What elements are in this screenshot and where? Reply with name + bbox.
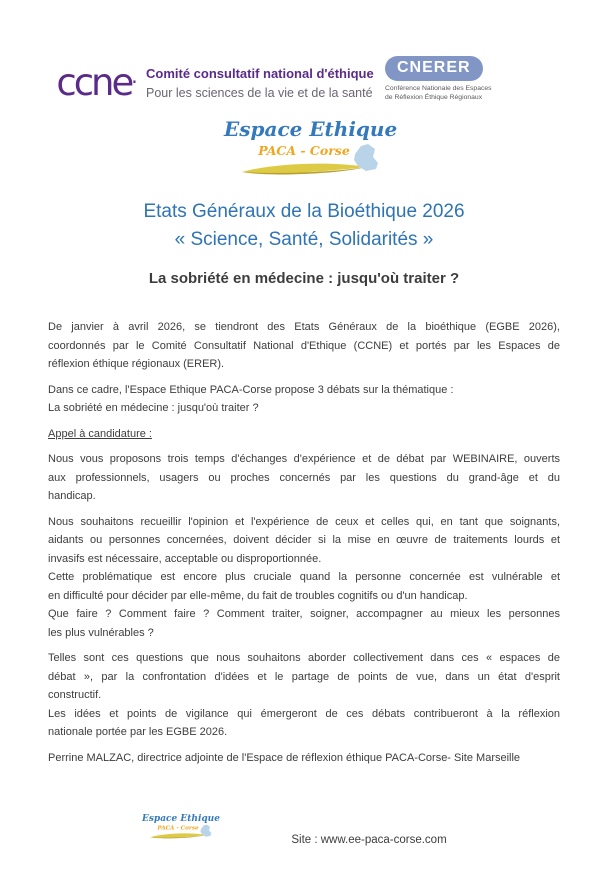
body-line: handicap. [48,490,96,502]
signature-line [48,749,560,768]
cnerer-subtitle-line1: Conférence Nationale des Espaces [385,85,492,92]
page-title [0,198,608,254]
paragraph [48,649,560,742]
ccne-dot-icon: · [131,70,138,94]
espace-ethique-name: Espace Ethique [224,117,398,141]
ccne-logo [56,52,374,113]
body-line: Que faire ? Comment faire ? Comment traiter, soigner, accompagner au mieux les personnes [48,608,560,620]
paragraph [48,381,560,418]
body-line: Telles sont ces questions que nous souhaitons aborder collectivement dans ces « espaces de [48,652,560,664]
espace-ethique-logo [224,116,398,181]
espace-ethique-region: PACA - Corse [157,824,199,831]
body-line: Les idées et points de vigilance qui émergeront de ces débats contribueront à la réflexion [48,707,560,720]
body-line: De janvier à avril 2026, se tiendront des Etats Généraux de la bioéthique (EGBE 2026), [48,321,560,333]
page-subtitle: La sobriété en médecine : jusqu'où traiter ? [148,270,460,287]
body-line: les plus vulnérables ? [48,626,154,639]
body-line: réflexion éthique régionaux (ERER). [48,358,225,370]
paragraph [48,318,560,374]
cnerer-subtitle-line2: de Réflexion Éthique Régionaux [385,93,483,101]
paragraph [48,513,560,643]
paca-region-map-icon [352,142,382,179]
paragraph [48,425,560,444]
body-line: Nous souhaitons recueillir l'opinion et l'expérience de ceux et celles qui, en tant que soignants, [48,515,560,528]
ccne-subtitle: Pour les sciences de la vie et de la santé [146,86,373,100]
body-line: Cette problématique est encore plus cruciale quand la personne concernée est vulnérable et [48,571,560,583]
ccne-wordmark-icon: ccne· [56,61,138,104]
site-url: Site : www.ee-paca-corse.com [291,834,447,846]
body-line: nationale portée par les EGBE 2026. [48,726,228,738]
cnerer-logo [385,56,515,102]
ccne-title: Comité consultatif national d'éthique [146,66,374,81]
body-line: débat », par la confrontation d'idées et le partage de points de vue, dans un état d'esprit [48,670,560,683]
body-line: Nous vous proposons trois temps d'échanges d'expérience et de débat par WEBINAIRE, ouverts [48,453,560,465]
body-line: aidants ou personnes concernées, doivent décider si la mise en œuvre de traitements lourds et [48,534,560,546]
body-line: coordonnés par le Comité Consultatif National d'Ethique (CCNE) et portés par les Espaces de [48,339,560,352]
paragraph [48,450,560,506]
appel-candidature-heading: Appel à candidature : [48,427,152,440]
document-body [48,318,560,774]
body-line: invasifs est nécessaire, acceptable ou disproportionnée. [48,552,322,565]
page-title-line1: Etats Généraux de la Bioéthique 2026 [143,201,465,222]
cnerer-badge-icon: CNERER [385,56,483,81]
espace-ethique-region: PACA - Corse [258,143,350,158]
espace-ethique-name: Espace Ethique [142,812,220,824]
page-title-line2: « Science, Santé, Solidarités » [174,229,434,250]
body-line: Perrine MALZAC, directrice adjointe de l'Espace de réflexion éthique PACA-Corse- Site Marseille [48,751,521,764]
body-line: La sobriété en médecine : jusqu'où traiter ? [48,402,259,414]
body-line: Dans ce cadre, l'Espace Ethique PACA-Corse propose 3 débats sur la thématique : [48,383,454,396]
body-line: constructif. [48,689,102,701]
body-line: en difficulté pour décider par elle-même, du fait de troubles cognitifs ou d'un handicap. [48,589,468,602]
body-line: aux professionnels, usagers ou proches concernés par les questions du grand-âge et du [48,471,560,484]
